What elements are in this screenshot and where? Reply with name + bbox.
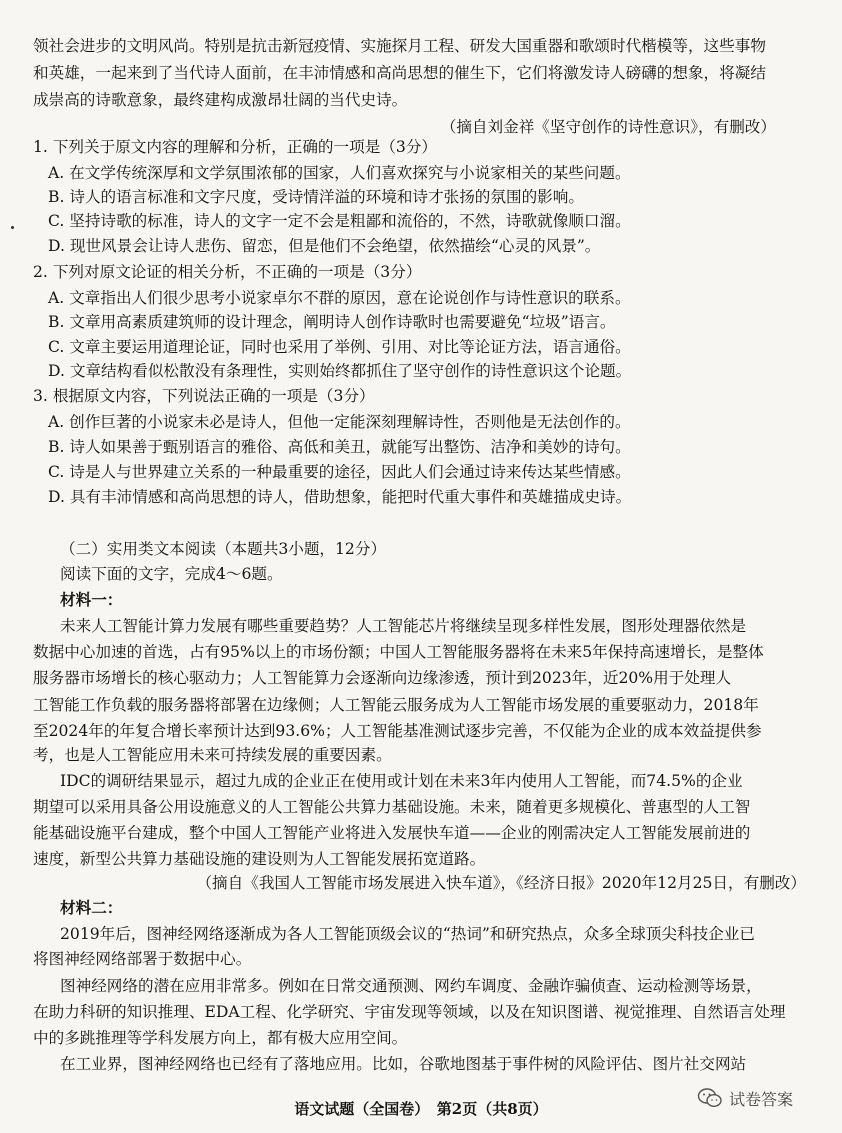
question-2-option-c: C. 文章主要运用道理论证，同时也采用了举例、引用、对比等论证方法，语言通俗。	[48, 338, 631, 356]
section-heading: （二）实用类文本阅读（本题共3小题，12分）	[60, 540, 387, 558]
question-3-stem: 3. 根据原文内容，下列说法正确的一项是（3分）	[33, 387, 375, 405]
section-instruction: 阅读下面的文字，完成4～6题。	[60, 565, 283, 583]
question-1-option-c: C. 坚持诗歌的标准，诗人的文字一定不会是粗鄙和流俗的，不然，诗歌就像顺口溜。	[48, 212, 631, 230]
question-1-option-b: B. 诗人的语言标准和文字尺度，受诗情洋溢的环境和诗才张扬的氛围的影响。	[48, 188, 584, 206]
wechat-icon	[697, 1087, 723, 1109]
question-1-option-a: A. 在文学传统深厚和文学氛围浓郁的国家，人们喜欢探究与小说家相关的某些问题。	[48, 164, 631, 182]
question-3-option-b: B. 诗人如果善于甄别语言的雅俗、高低和美丑，就能写出整饬、洁净和美妙的诗句。	[48, 438, 631, 456]
intro-line: 成崇高的诗歌意象，最终建构成激昂壮阔的当代史诗。	[33, 91, 408, 109]
source-citation: （摘自刘金祥《坚守创作的诗性意识》，有删改）	[440, 118, 776, 136]
material-1-line: 能基础设施平台建成，整个中国人工智能产业将进入发展快车道——企业的刚需决定人工智能发展前进的	[33, 824, 751, 842]
material-1-line: IDC的调研结果显示，超过九成的企业正在使用或计划在未来3年内使用人工智能，而74.5%的企业	[60, 772, 743, 790]
watermark-text: 试卷答案	[729, 1089, 794, 1109]
question-3-option-d: D. 具有丰沛情感和高尚思想的诗人，借助想象，能把时代重大事件和英雄描成史诗。	[48, 488, 632, 506]
material-2-title: 材料二：	[60, 898, 123, 917]
material-1-line: 考，也是人工智能应用未来可持续发展的重要因素。	[33, 746, 392, 764]
question-2-option-d: D. 文章结构看似松散没有条理性，实则始终都抓住了坚守创作的诗性意识这个论题。	[48, 362, 632, 380]
question-3-option-c: C. 诗是人与世界建立关系的一种最重要的途径，因此人们会通过诗来传达某些情感。	[48, 463, 631, 481]
material-1-line: 速度，新型公共算力基础设施的建设则为人工智能发展拓宽道路。	[33, 850, 486, 868]
watermark	[697, 1085, 793, 1111]
source-citation: （摘自《我国人工智能市场发展进入快车道》，《经济日报》2020年12月25日，有删改）	[196, 874, 806, 892]
material-2-line: 中的多跳推理等学科发展方向上，都有极大应用空间。	[33, 1029, 408, 1047]
question-1-option-d: D. 现世风景会让诗人悲伤、留恋，但是他们不会绝望，依然描绘“心灵的风景”。	[48, 237, 601, 255]
material-2-line: 将图神经网络部署于数据中心。	[33, 950, 252, 968]
intro-line: 领社会进步的文明风尚。特别是抗击新冠疫情、实施探月工程、研发大国重器和歌颂时代楷模等，这些事物	[33, 37, 766, 55]
material-1-line: 服务器市场增长的核心驱动力；人工智能算力会逐渐向边缘渗透，预计到2023年，近20%用于处理人	[33, 669, 732, 687]
material-1-line: 期望可以采用具备公用设施意义的人工智能公共算力基础设施。未来，随着更多规模化、普惠型的人工智	[33, 798, 751, 816]
intro-line: 和英雄，一起来到了当代诗人面前，在丰沛情感和高尚思想的催生下，它们将激发诗人磅礴的想象，将凝结	[33, 64, 766, 82]
question-2-stem: 2. 下列对原文论证的相关分析，不正确的一项是（3分）	[33, 263, 422, 281]
material-1-line: 工智能工作负载的服务器将部署在边缘侧；人工智能云服务成为人工智能市场发展的重要驱动力，2018年	[33, 696, 759, 714]
material-1-line: 至2024年的年复合增长率预计达到93.6%；人工智能基准测试逐步完善，不仅能为企业的成本效益提供参	[33, 722, 762, 740]
material-2-line: 2019年后，图神经网络逐渐成为各人工智能顶级会议的“热词”和研究热点，众多全球顶尖科技企业已	[60, 925, 755, 943]
material-2-line: 图神经网络的潜在应用非常多。例如在日常交通预测、网约车调度、金融诈骗侦查、运动检测等场景，	[60, 977, 762, 995]
question-2-option-b: B. 文章用高素质建筑师的设计理念，阐明诗人创作诗歌时也需要避免“垃圾”语言。	[48, 313, 616, 331]
material-2-line: 在助力科研的知识推理、EDA工程、化学研究、宇宙发现等领域，以及在知识图谱、视觉推理、自然语言处理	[33, 1003, 786, 1021]
scan-speck	[11, 226, 14, 229]
material-1-line: 未来人工智能计算力发展有哪些重要趋势？人工智能芯片将继续呈现多样性发展，图形处理器依然是	[60, 617, 747, 635]
question-1-stem: 1. 下列关于原文内容的理解和分析，正确的一项是（3分）	[33, 138, 438, 156]
material-2-line: 在工业界，图神经网络也已经有了落地应用。比如，谷歌地图基于事件树的风险评估、图片社交网站	[60, 1055, 747, 1073]
material-1-title: 材料一：	[60, 590, 123, 609]
question-3-option-a: A. 创作巨著的小说家未必是诗人，但他一定能深刻理解诗性，否则他是无法创作的。	[48, 413, 631, 431]
material-1-line: 数据中心加速的首选，占有95%以上的市场份额；中国人工智能服务器将在未来5年保持高速增长，是整体	[33, 643, 764, 661]
page-footer: 语文试题（全国卷） 第2页（共8页）	[294, 1100, 548, 1118]
question-2-option-a: A. 文章指出人们很少思考小说家卓尔不群的原因，意在论说创作与诗性意识的联系。	[48, 289, 631, 307]
